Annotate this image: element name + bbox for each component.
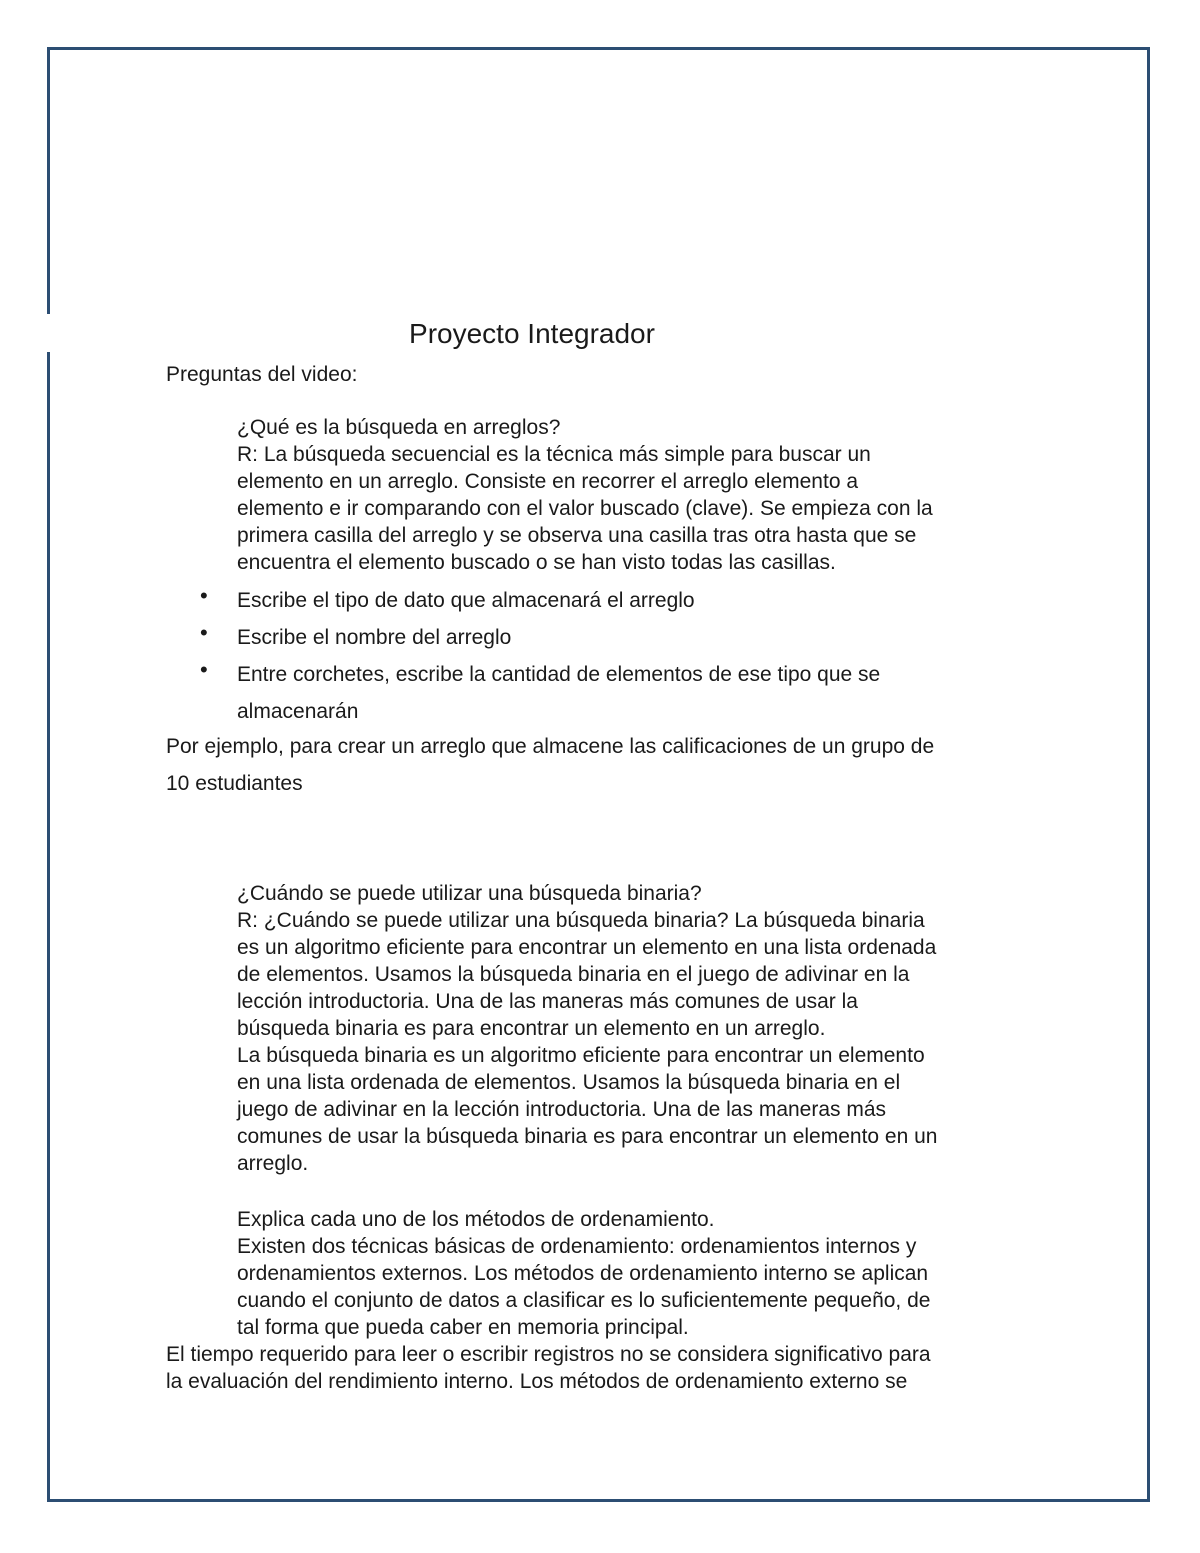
- closing-paragraph: [166, 1341, 1046, 1395]
- document-title: Proyecto Integrador: [409, 318, 655, 349]
- question-1-answer-line: encuentra el elemento buscado o se han visto todas las casillas.: [237, 551, 836, 574]
- bullet-icon: •: [200, 620, 208, 645]
- question-2-title: ¿Cuándo se puede utilizar una búsqueda binaria?: [237, 882, 702, 905]
- question-3-answer-line: tal forma que pueda caber en memoria principal.: [237, 1316, 689, 1339]
- question-2-answer-line: de elementos. Usamos la búsqueda binaria en el juego de adivinar en la: [237, 963, 910, 986]
- closing-line: El tiempo requerido para leer o escribir registros no se considera significativo para: [166, 1343, 931, 1366]
- intro-line: Preguntas del video:: [166, 363, 358, 386]
- question-2-answer-line: es un algoritmo eficiente para encontrar un elemento en una lista ordenada: [237, 936, 937, 959]
- question-1-answer-line: primera casilla del arreglo y se observa una casilla tras otra hasta que se: [237, 524, 917, 547]
- question-1-answer-line: elemento e ir comparando con el valor buscado (clave). Se empieza con la: [237, 497, 933, 520]
- bullet-list: [200, 582, 1040, 730]
- bullet-continuation: [200, 693, 1040, 730]
- question-2-answer-line: búsqueda binaria es para encontrar un elemento en un arreglo.: [237, 1017, 826, 1040]
- question-1-answer-line: R: La búsqueda secuencial es la técnica más simple para buscar un: [237, 443, 871, 466]
- question-1-answer-line: elemento en un arreglo. Consiste en recorrer el arreglo elemento a: [237, 470, 859, 493]
- question-1-title: ¿Qué es la búsqueda en arreglos?: [237, 416, 561, 439]
- bullet-icon: •: [200, 657, 208, 682]
- question-2-answer-line: en una lista ordenada de elementos. Usamos la búsqueda binaria en el: [237, 1071, 901, 1094]
- question-2-answer-line: La búsqueda binaria es un algoritmo eficiente para encontrar un elemento: [237, 1044, 925, 1067]
- intro-text: [166, 361, 357, 388]
- question-3-answer-line: Existen dos técnicas básicas de ordenamiento: ordenamientos internos y: [237, 1235, 917, 1258]
- question-3: [237, 1206, 1037, 1341]
- bullet-item: [200, 656, 1040, 693]
- question-1: [237, 414, 1037, 576]
- bullet-text: almacenarán: [237, 700, 359, 723]
- question-2-answer-line: comunes de usar la búsqueda binaria es para encontrar un elemento en un: [237, 1125, 938, 1148]
- question-2-answer-line: juego de adivinar en la lección introductoria. Una de las maneras más: [237, 1098, 887, 1121]
- question-2-answer-line: R: ¿Cuándo se puede utilizar una búsqueda binaria? La búsqueda binaria: [237, 909, 925, 932]
- bullet-item: [200, 619, 1040, 656]
- example-line: Por ejemplo, para crear un arreglo que almacene las calificaciones de un grupo de: [166, 735, 935, 758]
- bullet-item: [200, 582, 1040, 619]
- example-paragraph: [166, 728, 1046, 802]
- example-line: 10 estudiantes: [166, 772, 303, 795]
- question-2: [237, 880, 1037, 1177]
- question-3-answer-line: ordenamientos externos. Los métodos de ordenamiento interno se aplican: [237, 1262, 929, 1285]
- question-3-title: Explica cada uno de los métodos de ordenamiento.: [237, 1208, 715, 1231]
- bullet-text: Escribe el tipo de dato que almacenará el arreglo: [237, 589, 695, 612]
- question-2-answer-line: lección introductoria. Una de las maneras más comunes de usar la: [237, 990, 858, 1013]
- bullet-text: Escribe el nombre del arreglo: [237, 626, 512, 649]
- closing-line: la evaluación del rendimiento interno. Los métodos de ordenamiento externo se: [166, 1370, 908, 1393]
- bullet-icon: •: [200, 583, 208, 608]
- question-3-answer-line: cuando el conjunto de datos a clasificar es lo suficientemente pequeño, de: [237, 1289, 931, 1312]
- question-2-answer-line: arreglo.: [237, 1152, 309, 1175]
- bullet-text: Entre corchetes, escribe la cantidad de elementos de ese tipo que se: [237, 663, 881, 686]
